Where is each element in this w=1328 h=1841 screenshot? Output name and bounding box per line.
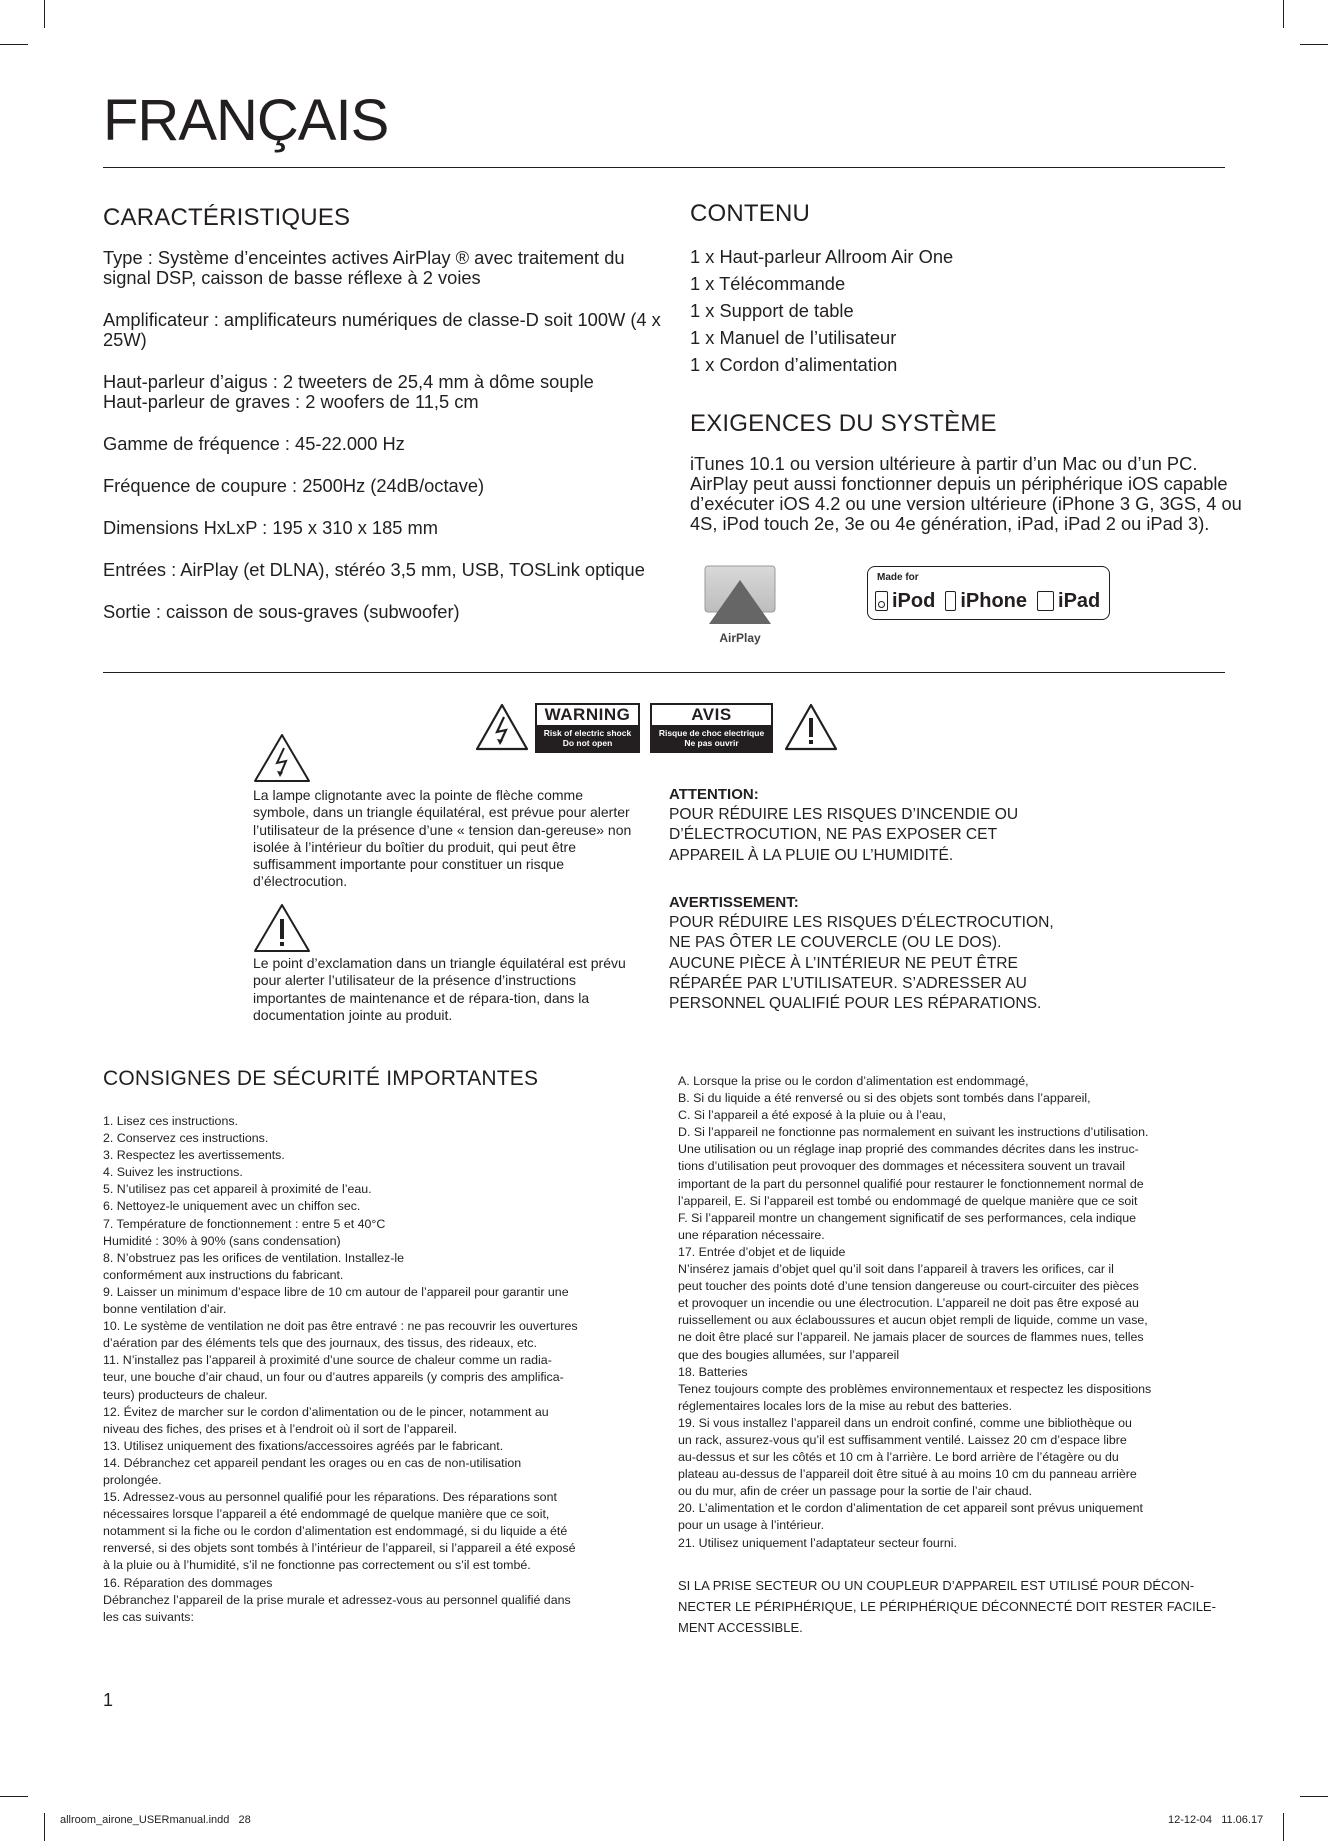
list-item: 12. Évitez de marcher sur le cordon d’alimentation ou de le pincer, notamment au (103, 1404, 549, 1419)
list-item: ou du mur, afin de créer un passage pour la sortie de l’air chaud. (678, 1484, 1033, 1499)
list-item: un rack, assurez-vous qu’il est suffisamment ventilé. Laissez 20 cm d’espace libre (678, 1432, 1127, 1447)
list-item: 2. Conservez ces instructions. (103, 1131, 269, 1146)
airplay-logo (703, 564, 777, 644)
page-title: FRANÇAIS (103, 88, 389, 153)
exclamation-description: Le point d’exclamation dans un triangle équilatéral est prévu pour alerter l’utilisateur de la présence d’instructions importantes de maintenance et de répara-tion, dans la documentation jointe au produit. (253, 955, 626, 1023)
list-item: 1 x Télécommande (690, 273, 846, 294)
list-item: 1. Lisez ces instructions. (103, 1114, 238, 1128)
list-item: F. Si l’appareil montre un changement significatif de ses performances, cela indique (678, 1210, 1137, 1225)
crop-mark (0, 44, 28, 45)
crop-mark (1300, 44, 1328, 45)
spec-output: Sortie : caisson de sous-graves (subwoofer) (103, 601, 460, 622)
list-item: D. Si l’appareil ne fonctionne pas normalement en suivant les instructions d’utilisation. (678, 1125, 1149, 1140)
attention-heading: ATTENTION: (669, 786, 759, 803)
lightning-description: La lampe clignotante avec la pointe de flèche comme symbole, dans un triangle équilatéral, est prévue pour alerter l’utilisateur de la présence d’une « tension dan-gereuse» non isolée à l’intérieur du boîtier du produit, qui peut être suffisamment importante pour constituer un risque d’électrocution. (253, 787, 632, 890)
crop-mark (1300, 1796, 1328, 1797)
requirements-heading: EXIGENCES DU SYSTÈME (690, 410, 997, 437)
warning-sub2: Do not open (562, 738, 613, 748)
list-item: 5. N’utilisez pas cet appareil à proximité de l’eau. (103, 1182, 372, 1197)
list-item: 1 x Haut-parleur Allroom Air One (690, 246, 954, 267)
crop-mark (1283, 0, 1284, 28)
crop-mark (0, 1796, 28, 1797)
list-item: 3. Respectez les avertissements. (103, 1148, 285, 1163)
list-item: 1 x Manuel de l’utilisateur (690, 327, 897, 348)
features-list (103, 248, 663, 644)
crop-mark (44, 1813, 45, 1841)
lightning-triangle-icon (253, 733, 311, 783)
list-item: 16. Réparation des dommages (103, 1575, 273, 1590)
list-item: 1 x Support de table (690, 300, 854, 321)
spec-inputs: Entrées : AirPlay (et DLNA), stéréo 3,5 mm, USB, TOSLink optique (103, 559, 645, 580)
list-item: Une utilisation ou un réglage inap proprié des commandes décrites dans les instruc- (678, 1142, 1139, 1157)
list-item: prolongée. (103, 1472, 162, 1487)
list-item: pour un usage à l’intérieur. (678, 1518, 825, 1533)
list-item: tions d’utilisation peut provoquer des dommages et nécessitera souvent un travail (678, 1159, 1126, 1174)
list-item: que des bougies allumées, sur l’appareil (678, 1347, 900, 1362)
spec-type: Type : Système d’enceintes actives AirPlay ® avec traitement du signal DSP, caisson de basse réflexe à 2 voies (103, 247, 625, 288)
list-item: plateau au-dessus de l’appareil doit être situé à au moins 10 cm du panneau arrière (678, 1467, 1137, 1482)
contents-heading: CONTENU (690, 200, 811, 227)
list-item: nécessaires lorsque l’appareil a été endommagé de quelque manière que ce soit, (103, 1507, 550, 1522)
features-heading: CARACTÉRISTIQUES (103, 204, 351, 231)
list-item: conformément aux instructions du fabricant. (103, 1267, 344, 1282)
avertissement-heading: AVERTISSEMENT: (669, 894, 799, 911)
list-item: 8. N’obstruez pas les orifices de ventilation. Installez-le (103, 1250, 404, 1265)
list-item: 17. Entrée d’objet et de liquide (678, 1244, 846, 1259)
list-item: niveau des fiches, des prises et à l’endroit où il sort de l’appareil. (103, 1421, 458, 1436)
made-for-badge (867, 566, 1110, 620)
list-item: important de la part du personnel qualifié pour restaurer le fonctionnement normal de (678, 1176, 1144, 1191)
disconnect-notice (678, 1575, 1238, 1638)
list-item: 19. Si vous installez l’appareil dans un endroit confiné, comme une bibliothèque ou (678, 1415, 1132, 1430)
avis-label: AVIS (652, 705, 771, 725)
warning-badge (535, 703, 640, 753)
list-item: 7. Température de fonctionnement : entre 5 et 40°C (103, 1216, 386, 1231)
spec-frequency-range: Gamme de fréquence : 45-22.000 Hz (103, 433, 405, 454)
list-item: réglementaires locales lors de la mise au rebut des batteries. (678, 1398, 1013, 1413)
spec-crossover: Fréquence de coupure : 2500Hz (24dB/octave) (103, 475, 485, 496)
list-item: SI LA PRISE SECTEUR OU UN COUPLEUR D’APPAREIL EST UTILISÉ POUR DÉCON- (678, 1578, 1195, 1593)
list-item: renversé, si des objets sont tombés à l’intérieur de l’appareil, si l’appareil a été exposé (103, 1541, 576, 1556)
spec-amplifier: Amplificateur : amplificateurs numériques de classe-D soit 100W (4 x 25W) (103, 309, 661, 350)
list-item: ruissellement ou aux éclaboussures et aucun objet rempli de liquide, comme un vase, (678, 1313, 1148, 1328)
exclamation-warning-icon (784, 703, 838, 751)
list-item: 13. Utilisez uniquement des fixations/accessoires agréés par le fabricant. (103, 1438, 504, 1453)
airplay-label: AirPlay (719, 631, 761, 645)
list-item: 21. Utilisez uniquement l’adaptateur secteur fourni. (678, 1535, 957, 1550)
list-item: l’appareil, E. Si l’appareil est tombé ou endommagé de quelque manière que ce soit (678, 1193, 1138, 1208)
list-item: 15. Adressez-vous au personnel qualifié pour les réparations. Des réparations sont (103, 1490, 557, 1505)
list-item: peut toucher des points doté d’une tension dangereuse ou court-circuiter des pièces (678, 1279, 1139, 1294)
list-item: d’aération par des éléments tels que des journaux, des tissus, des rideaux, etc. (103, 1336, 537, 1351)
list-item: 6. Nettoyez-le uniquement avec un chiffon sec. (103, 1199, 361, 1214)
list-item: 10. Le système de ventilation ne doit pas être entravé : ne pas recouvrir les ouvertures (103, 1319, 578, 1334)
warning-sub1: Risk of electric shock (543, 728, 632, 738)
ipod-label: iPod (892, 590, 936, 612)
list-item: 4. Suivez les instructions. (103, 1165, 243, 1180)
list-item: A. Lorsque la prise ou le cordon d’alimentation est endommagé, (678, 1074, 1029, 1088)
list-item: Humidité : 30% à 90% (sans condensation) (103, 1233, 341, 1248)
list-item: C. Si l’appareil a été exposé à la pluie ou à l’eau, (678, 1108, 946, 1123)
list-item: 9. Laisser un minimum d’espace libre de 10 cm autour de l’appareil pour garantir une (103, 1284, 569, 1299)
list-item: notamment si la fiche ou le cordon d’alimentation est endommagé, si du liquide a été (103, 1524, 568, 1539)
avis-badge (650, 703, 773, 753)
crop-mark (1283, 1813, 1284, 1841)
ipad-label: iPad (1058, 590, 1101, 612)
list-item: MENT ACCESSIBLE. (678, 1620, 803, 1635)
list-item: et provoquer un incendie ou une électrocution. L’appareil ne doit pas être exposé au (678, 1296, 1139, 1311)
ipad-icon (1037, 591, 1054, 611)
iphone-icon (945, 591, 956, 611)
divider (103, 672, 1225, 673)
list-item: bonne ventilation d’air. (103, 1302, 227, 1317)
iphone-label: iPhone (960, 590, 1028, 612)
list-item: ne doit être placé sur l’appareil. Ne jamais placer de sources de flammes nues, telles (678, 1330, 1144, 1345)
lightning-warning-icon (475, 703, 529, 751)
attention-text: POUR RÉDUIRE LES RISQUES D’INCENDIE OU D’ÉLECTROCUTION, NE PAS EXPOSER CET APPAREIL À LA PLUIE OU L’HUMIDITÉ. (669, 806, 1019, 864)
safety-heading: CONSIGNES DE SÉCURITÉ IMPORTANTES (103, 1067, 539, 1090)
warning-label: WARNING (537, 705, 638, 725)
list-item: N’insérez jamais d’objet quel qu’il soit dans l’appareil à travers les orifices, car il (678, 1262, 1114, 1277)
list-item: teurs) producteurs de chaleur. (103, 1387, 268, 1402)
safety-instructions-right (678, 1073, 1233, 1552)
requirements-text: iTunes 10.1 ou version ultérieure à partir d’un Mac ou d’un PC. AirPlay peut aussi fonctionner depuis un périphérique iOS capable d’exécuter iOS 4.2 ou une version ultérieure (iPhone 3 G, 3GS, 4 ou 4S, iPod touch 2e, 3e ou 4e génération, iPad, iPad 2 ou iPad 3). (690, 453, 1242, 534)
spec-dimensions: Dimensions HxLxP : 195 x 310 x 185 mm (103, 517, 438, 538)
made-for-label: Made for (877, 572, 919, 583)
ipod-icon (875, 591, 888, 611)
list-item: B. Si du liquide a été renversé ou si des objets sont tombés dans l’appareil, (678, 1091, 1091, 1106)
divider (103, 167, 1225, 168)
avis-sub2: Ne pas ouvrir (684, 738, 739, 748)
airplay-icon (703, 564, 777, 626)
list-item: une réparation nécessaire. (678, 1227, 825, 1242)
list-item: 14. Débranchez cet appareil pendant les orages ou en cas de non-utilisation (103, 1455, 522, 1470)
safety-instructions-left (103, 1113, 663, 1626)
list-item: les cas suivants: (103, 1609, 194, 1624)
list-item: 20. L’alimentation et le cordon d’alimentation de cet appareil sont prévus uniquement (678, 1501, 1143, 1516)
spec-drivers: Haut-parleur d’aigus : 2 tweeters de 25,4 mm à dôme souple Haut-parleur de graves : 2 woofers de 11,5 cm (103, 371, 594, 412)
crop-mark (44, 0, 45, 28)
list-item: 1 x Cordon d’alimentation (690, 354, 898, 375)
list-item: teur, une bouche d’air chaud, un four ou d’autres appareils (y compris des amplifica- (103, 1370, 564, 1385)
list-item: NECTER LE PÉRIPHÉRIQUE, LE PÉRIPHÉRIQUE DÉCONNECTÉ DOIT RESTER FACILE- (678, 1599, 1216, 1614)
footer-filename: allroom_airone_USERmanual.indd 28 (60, 1814, 251, 1826)
avis-sub1: Risque de choc electrique (658, 728, 765, 738)
list-item: à la pluie ou à l’humidité, s’il ne fonctionne pas correctement ou s’il est tombé. (103, 1558, 531, 1573)
exclamation-triangle-icon (253, 903, 311, 953)
contents-list (690, 243, 1210, 378)
avertissement-text: POUR RÉDUIRE LES RISQUES D’ÉLECTROCUTION, NE PAS ÔTER LE COUVERCLE (OU LE DOS). AUCUNE PIÈCE À L’INTÉRIEUR NE PEUT ÊTRE RÉPARÉE PAR L’UTILISATEUR. S’ADRESSER AU PERSONNEL QUALIFIÉ POUR LES RÉPARATIONS. (669, 914, 1054, 1013)
list-item: au-dessus et sur les côtés et 10 cm à l’arrière. Le bord arrière de l’étagère ou du (678, 1450, 1119, 1465)
page-number: 1 (103, 1690, 114, 1710)
list-item: 11. N’installez pas l’appareil à proximité d’une source de chaleur comme un radia- (103, 1353, 552, 1368)
list-item: Débranchez l’appareil de la prise murale et adressez-vous au personnel qualifié dans (103, 1592, 571, 1607)
footer-timestamp: 12-12-04 11.06.17 (1168, 1814, 1264, 1826)
list-item: 18. Batteries (678, 1364, 748, 1379)
list-item: Tenez toujours compte des problèmes environnementaux et respectez les dispositions (678, 1381, 1152, 1396)
